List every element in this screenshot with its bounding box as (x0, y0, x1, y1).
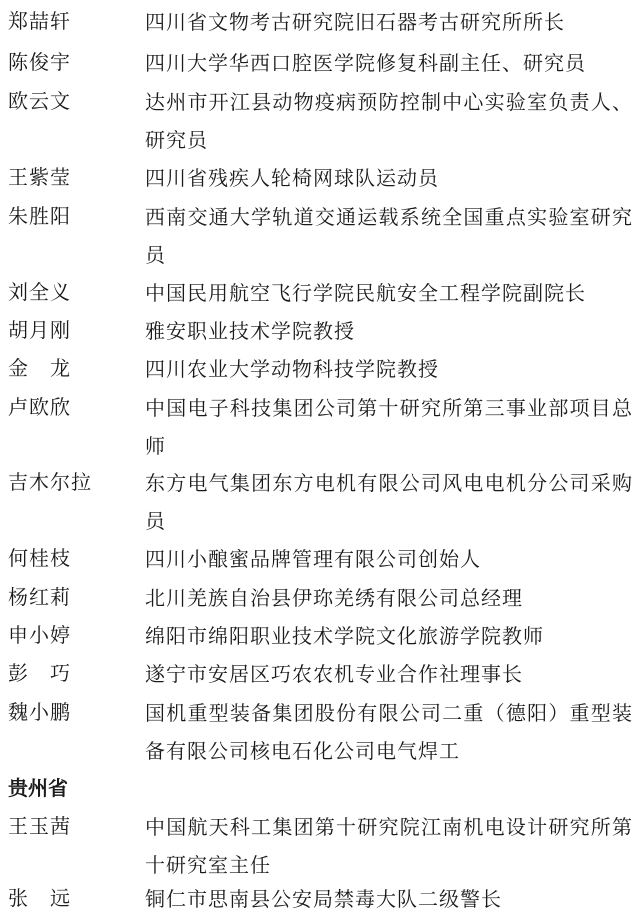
person-name: 王紫莹 (8, 165, 71, 189)
person-title: 铜仁市思南县公安局禁毒大队二级警长 (145, 887, 502, 911)
person-name: 张 远 (8, 886, 71, 910)
person-name: 陈俊宇 (8, 50, 71, 74)
person-name: 杨红莉 (8, 585, 71, 609)
person-name: 欧云文 (8, 89, 71, 113)
person-title: 四川省残疾人轮椅网球队运动员 (145, 166, 439, 190)
person-title: 四川省文物考古研究院旧石器考古研究所所长 (145, 10, 565, 34)
person-title: 东方电气集团东方电机有限公司风电电机分公司采购员 (145, 471, 633, 533)
person-title: 中国航天科工集团第十研究院江南机电设计研究所第十研究室主任 (145, 815, 633, 877)
person-title: 雅安职业技术学院教授 (145, 319, 355, 343)
person-title: 遂宁市安居区巧农农机专业合作社理事长 (145, 662, 523, 686)
person-title: 国机重型装备集团股份有限公司二重（德阳）重型装备有限公司核电石化公司电气焊工 (145, 701, 633, 763)
person-title: 达州市开江县动物疫病预防控制中心实验室负责人、研究员 (145, 90, 633, 152)
person-name: 何桂枝 (8, 546, 71, 570)
person-name: 胡月刚 (8, 318, 71, 342)
person-title: 西南交通大学轨道交通运载系统全国重点实验室研究员 (145, 205, 633, 267)
person-name: 刘全义 (8, 280, 71, 304)
person-title: 四川大学华西口腔医学院修复科副主任、研究员 (145, 51, 586, 75)
person-name: 王玉茜 (8, 814, 71, 838)
person-title: 中国电子科技集团公司第十研究所第三事业部项目总师 (145, 396, 633, 458)
person-name: 吉木尔拉 (8, 470, 92, 494)
person-name: 魏小鹏 (8, 700, 71, 724)
section-heading: 贵州省 (8, 776, 68, 800)
person-title: 四川农业大学动物科技学院教授 (145, 357, 439, 381)
person-name: 彭 巧 (8, 661, 71, 685)
person-title: 北川羌族自治县伊珎羌绣有限公司总经理 (145, 586, 523, 610)
person-title: 绵阳市绵阳职业技术学院文化旅游学院教师 (145, 624, 544, 648)
person-title: 中国民用航空飞行学院民航安全工程学院副院长 (145, 281, 586, 305)
person-name: 郑喆轩 (8, 9, 71, 33)
person-title: 四川小酿蜜品牌管理有限公司创始人 (145, 547, 481, 571)
person-name: 申小婷 (8, 623, 71, 647)
person-name: 朱胜阳 (8, 204, 71, 228)
person-name: 金 龙 (8, 356, 71, 380)
person-name: 卢欧欣 (8, 395, 71, 419)
